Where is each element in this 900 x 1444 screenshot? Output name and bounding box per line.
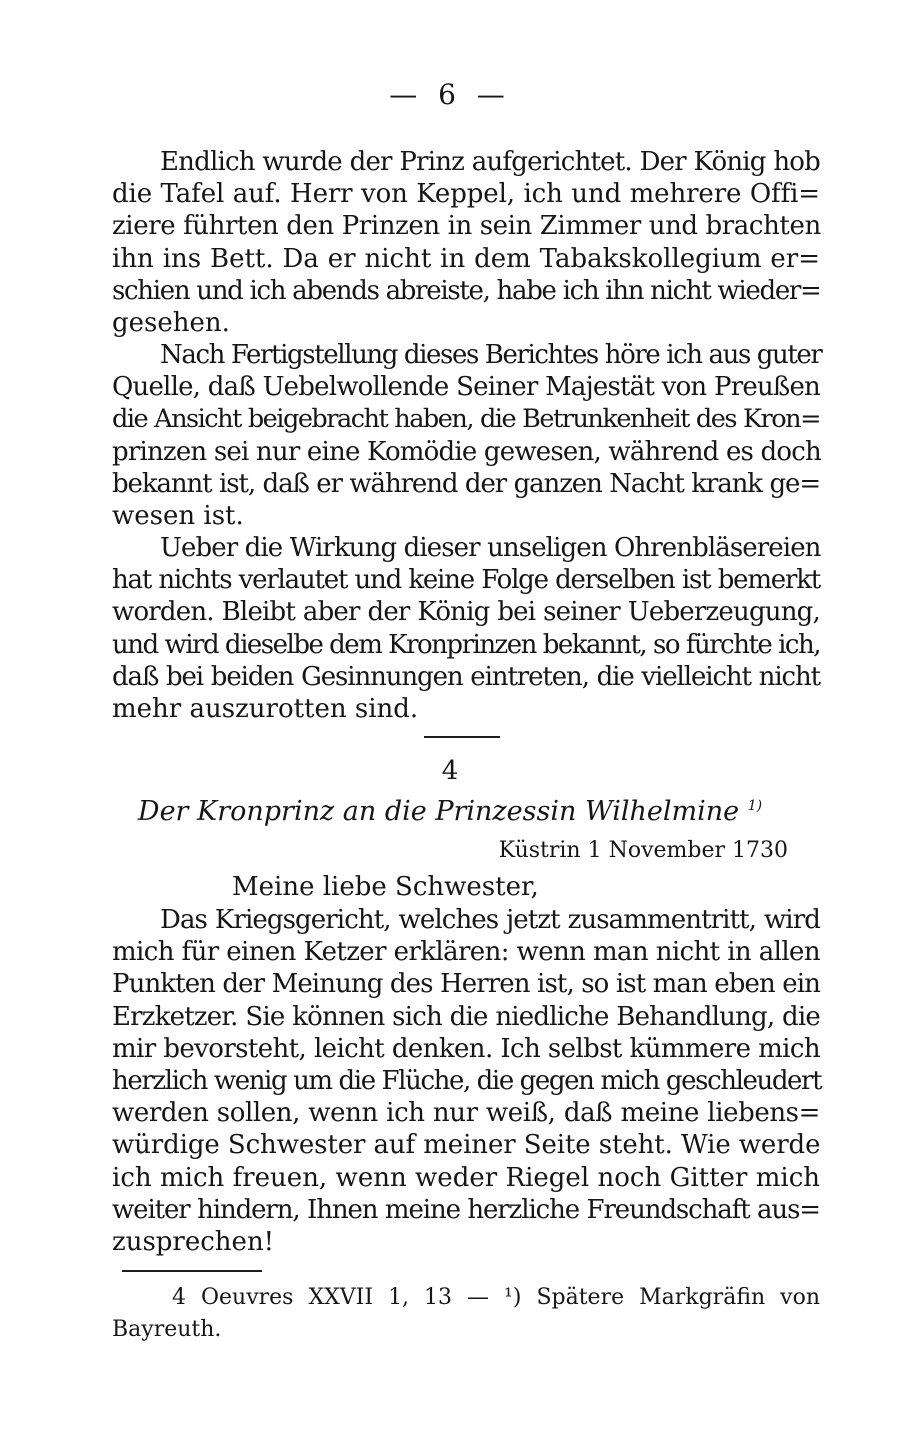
letter-line: Punkten der Meinung des Herren ist, so ist man eben ein: [112, 969, 820, 1000]
paragraph-line: die Ansicht beigebracht haben, die Betrunkenheit des Kron=: [112, 404, 820, 435]
paragraph-line: die Tafel auf. Herr von Keppel, ich und mehrere Offi=: [112, 179, 820, 210]
paragraph-line: wesen ist.: [112, 501, 244, 532]
paragraph-2: [112, 339, 820, 532]
letter-body: [112, 904, 820, 1258]
letter-line: würdige Schwester auf meiner Seite steht. Wie werde: [112, 1130, 821, 1161]
letter-line: mir bevorsteht, leicht denken. Ich selbst kümmere mich: [112, 1033, 820, 1064]
footnote-reference: 1): [747, 798, 763, 814]
paragraph-line: Quelle, daß Uebelwollende Seiner Majestät von Preußen: [112, 372, 820, 403]
paragraph-line: ihn ins Bett. Da er nicht in dem Tabakskollegium er=: [112, 243, 820, 274]
letter-line: Das Kriegsgericht, welches jetzt zusammentritt, wird: [160, 905, 820, 935]
footnote-line: Bayreuth.: [112, 1317, 222, 1342]
letter-line: ich mich freuen, wenn weder Riegel noch Gitter mich: [112, 1162, 820, 1193]
footnote-divider: [122, 1270, 262, 1272]
paragraph-line: bekannt ist, daß er während der ganzen Nacht krank ge=: [112, 468, 820, 499]
paragraph-line: gesehen.: [112, 308, 230, 339]
paragraph-line: mehr auszurotten sind.: [112, 694, 419, 725]
document-title: [0, 796, 900, 827]
paragraph-1: [112, 146, 820, 339]
letter-dateline: Küstrin 1 November 1730: [498, 838, 788, 863]
letter-line: Erzketzer. Sie können sich die niedliche Behandlung, die: [112, 1001, 820, 1032]
document-number: 4: [441, 756, 459, 786]
paragraph-line: Ueber die Wirkung dieser unseligen Ohrenbläsereien: [160, 533, 821, 563]
letter-line: weiter hindern, Ihnen meine herzliche Freundschaft aus=: [112, 1194, 820, 1225]
letter-line: zusprechen!: [112, 1227, 275, 1258]
letter-line: herzlich wenig um die Flüche, die gegen mich geschleudert: [112, 1066, 822, 1097]
page-number: — 6 —: [389, 78, 511, 111]
paragraph-line: schien und ich abends abreiste, habe ich ihn nicht wieder=: [112, 275, 821, 306]
paragraph-line: daß bei beiden Gesinnungen eintreten, die vielleicht nicht: [112, 661, 820, 692]
paragraph-line: prinzen sei nur eine Komödie gewesen, während es doch: [112, 436, 821, 467]
paragraph-line: hat nichts verlautet und keine Folge derselben ist bemerkt: [112, 565, 820, 596]
footnote-line: 4 Oeuvres XXVII 1, 13 — ¹) Spätere Markgräfin von: [172, 1285, 820, 1310]
paragraph-3: [112, 532, 820, 725]
paragraph-line: ziere führten den Prinzen in sein Zimmer und brachten: [112, 211, 821, 242]
section-divider: [424, 736, 500, 738]
letter-line: werden sollen, wenn ich nur weiß, daß meine liebens=: [112, 1098, 820, 1129]
paragraph-line: Endlich wurde der Prinz aufgerichtet. Der König hob: [160, 147, 820, 177]
letter-salutation: Meine liebe Schwester,: [232, 872, 539, 902]
letter-line: mich für einen Ketzer erklären: wenn man nicht in allen: [112, 937, 820, 968]
paragraph-line: Nach Fertigstellung dieses Berichtes höre ich aus guter: [160, 340, 822, 370]
document-title-text: Der Kronprinz an die Prinzessin Wilhelmine: [137, 796, 740, 827]
footnote: [112, 1282, 820, 1346]
paragraph-line: und wird dieselbe dem Kronprinzen bekannt, so fürchte ich,: [112, 629, 820, 660]
paragraph-line: worden. Bleibt aber der König bei seiner Ueberzeugung,: [112, 597, 820, 628]
